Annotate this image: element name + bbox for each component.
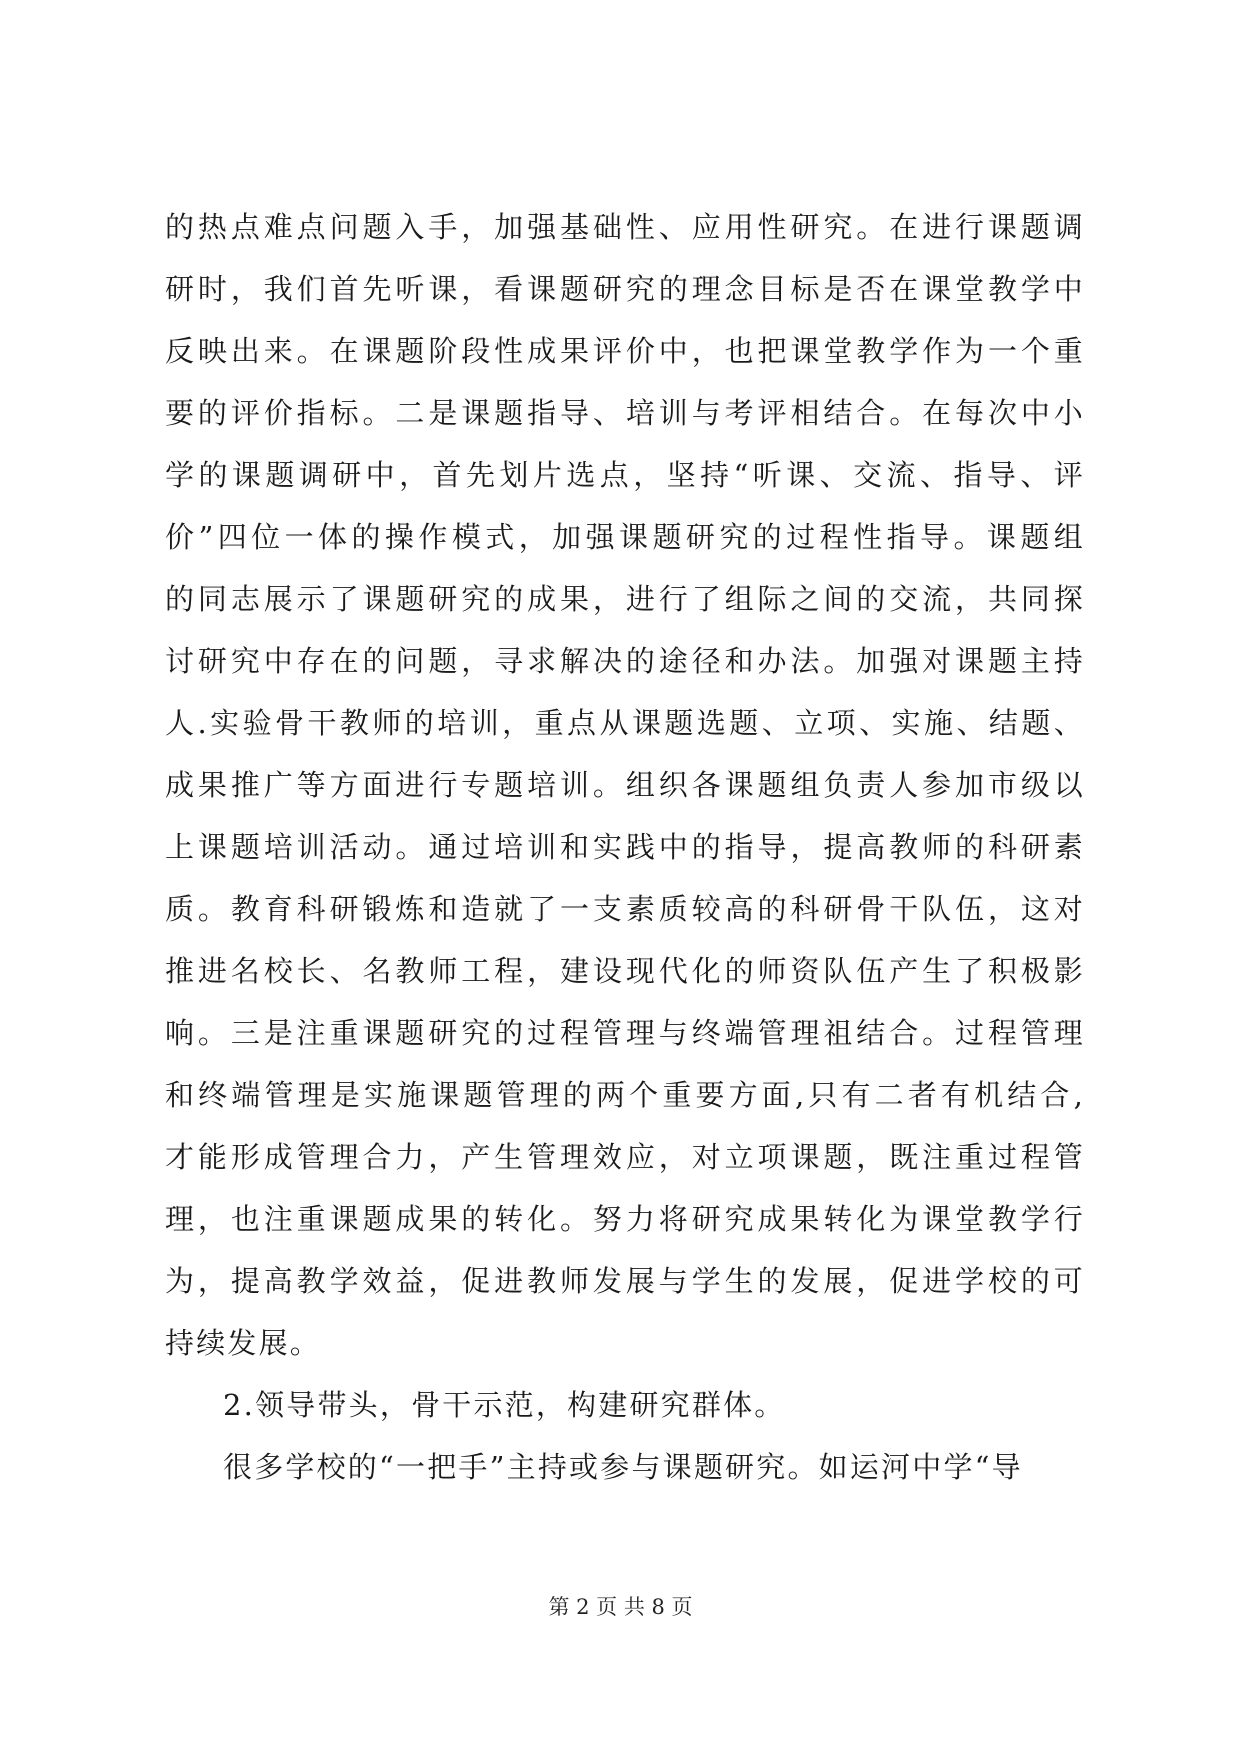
text-line-3: 反映出来。在课题阶段性成果评价中，也把课堂教学作为一个重 [165,334,1085,368]
text-line-15: 和终端管理是实施课题管理的两个重要方面,只有二者有机结合, [165,1078,1085,1112]
text-line-6: 价”四位一体的操作模式，加强课题研究的过程性指导。课题组 [165,520,1085,554]
text-line-13: 推进名校长、名教师工程，建设现代化的师资队伍产生了积极影 [165,954,1085,988]
text-line-16: 才能形成管理合力，产生管理效应，对立项课题，既注重过程管 [165,1140,1085,1174]
text-line-5: 学的课题调研中，首先划片选点，坚持“听课、交流、指导、评 [165,458,1085,492]
text-line-18: 为，提高教学效益，促进教师发展与学生的发展，促进学校的可 [165,1264,1085,1298]
text-line-19: 持续发展。 [165,1326,322,1360]
text-line-9: 人.实验骨干教师的培训，重点从课题选题、立项、实施、结题、 [165,706,1085,740]
text-line-4: 要的评价指标。二是课题指导、培训与考评相结合。在每次中小 [165,396,1085,430]
section-heading: 2.领导带头，骨干示范，构建研究群体。 [223,1388,786,1422]
text-line-1: 的热点难点问题入手，加强基础性、应用性研究。在进行课题调 [165,210,1085,244]
text-line-2: 研时，我们首先听课，看课题研究的理念目标是否在课堂教学中 [165,272,1085,306]
text-line-7: 的同志展示了课题研究的成果，进行了组际之间的交流，共同探 [165,582,1085,616]
text-line-12: 质。教育科研锻炼和造就了一支素质较高的科研骨干队伍，这对 [165,892,1085,926]
text-line-14: 响。三是注重课题研究的过程管理与终端管理祖结合。过程管理 [165,1016,1085,1050]
text-line-8: 讨研究中存在的问题，寻求解决的途径和办法。加强对课题主持 [165,644,1085,678]
paragraph-start: 很多学校的“一把手”主持或参与课题研究。如运河中学“导 [223,1450,1023,1484]
text-line-17: 理，也注重课题成果的转化。努力将研究成果转化为课堂教学行 [165,1202,1085,1236]
text-line-11: 上课题培训活动。通过培训和实践中的指导，提高教师的科研素 [165,830,1085,864]
page-number-footer: 第 2 页 共 8 页 [548,1595,693,1619]
text-line-10: 成果推广等方面进行专题培训。组织各课题组负责人参加市级以 [165,768,1085,802]
body-text [165,196,1085,1498]
